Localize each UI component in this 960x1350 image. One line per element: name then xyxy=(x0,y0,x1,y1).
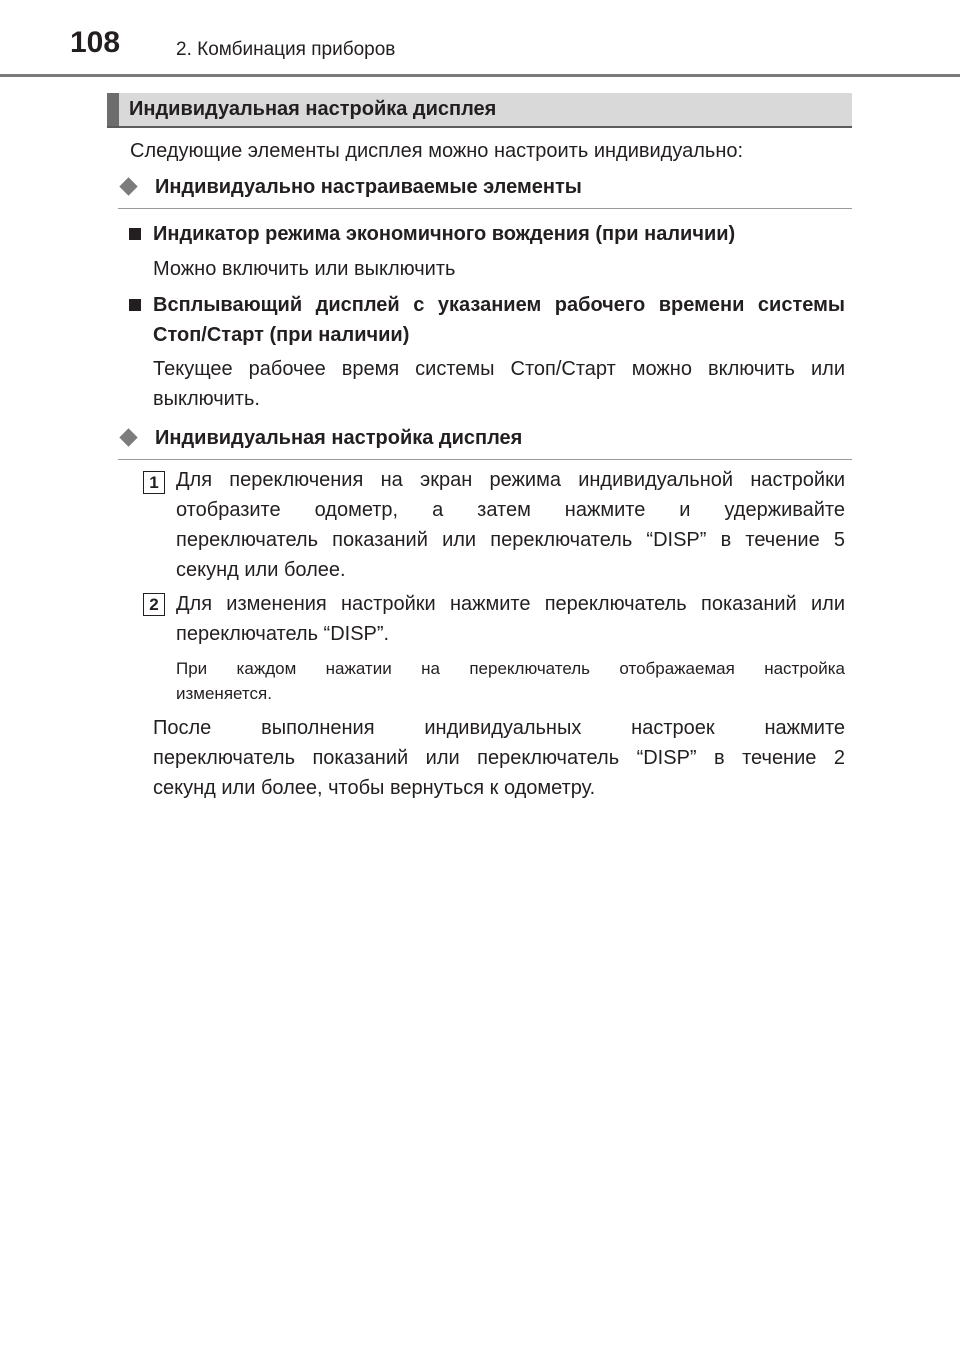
section-accent-bar xyxy=(107,93,119,126)
closing-text-line: секунд или более, чтобы вернуться к одометру. xyxy=(153,777,596,799)
step-text-line: переключатель показаний или переключатель “DISP” в течение 5 xyxy=(176,529,845,551)
item-description-line: Текущее рабочее время системы Стоп/Старт можно включить или xyxy=(153,358,845,380)
items-subheading xyxy=(118,172,852,209)
step-text-line: секунд или более. xyxy=(176,559,346,581)
diamond-bullet-icon xyxy=(119,177,137,195)
item-description: Можно включить или выключить xyxy=(153,258,456,280)
page-number: 108 xyxy=(70,26,121,59)
step-text-line: отобразите одометр, а затем нажмите и удерживайте xyxy=(176,499,845,521)
closing-text-line: После выполнения индивидуальных настроек нажмите xyxy=(153,717,845,739)
diamond-bullet-icon xyxy=(119,428,137,446)
item-title-line: Стоп/Старт (при наличии) xyxy=(153,324,410,346)
step-number-box: 1 xyxy=(143,471,165,494)
section-title: Индивидуальная настройка дисплея xyxy=(129,98,497,120)
step-text-line: Для переключения на экран режима индивидуальной настройки xyxy=(176,469,845,491)
item-title: Индикатор режима экономичного вождения (при наличии) xyxy=(153,223,736,245)
section-title-band xyxy=(107,93,852,128)
step-text-line: переключатель “DISP”. xyxy=(176,623,390,645)
step-number-box: 2 xyxy=(143,593,165,616)
step-text-line: Для изменения настройки нажмите переключатель показаний или xyxy=(176,593,845,615)
item-title-line: Всплывающий дисплей с указанием рабочего времени системы xyxy=(153,294,845,316)
items-subheading-text: Индивидуально настраиваемые элементы xyxy=(155,176,582,198)
square-bullet-icon xyxy=(129,299,141,311)
page-header xyxy=(0,0,960,78)
header-divider xyxy=(0,74,960,77)
procedure-subheading-text: Индивидуальная настройка дисплея xyxy=(155,427,523,449)
step-note-line: При каждом нажатии на переключатель отображаемая настройка xyxy=(176,659,845,678)
step-note-line: изменяется. xyxy=(176,684,272,703)
procedure-subheading xyxy=(118,423,852,460)
chapter-title: 2. Комбинация приборов xyxy=(176,39,396,60)
item-description-line: выключить. xyxy=(153,388,260,410)
closing-text-line: переключатель показаний или переключатель “DISP” в течение 2 xyxy=(153,747,845,769)
section-intro: Следующие элементы дисплея можно настроить индивидуально: xyxy=(130,140,744,162)
square-bullet-icon xyxy=(129,228,141,240)
